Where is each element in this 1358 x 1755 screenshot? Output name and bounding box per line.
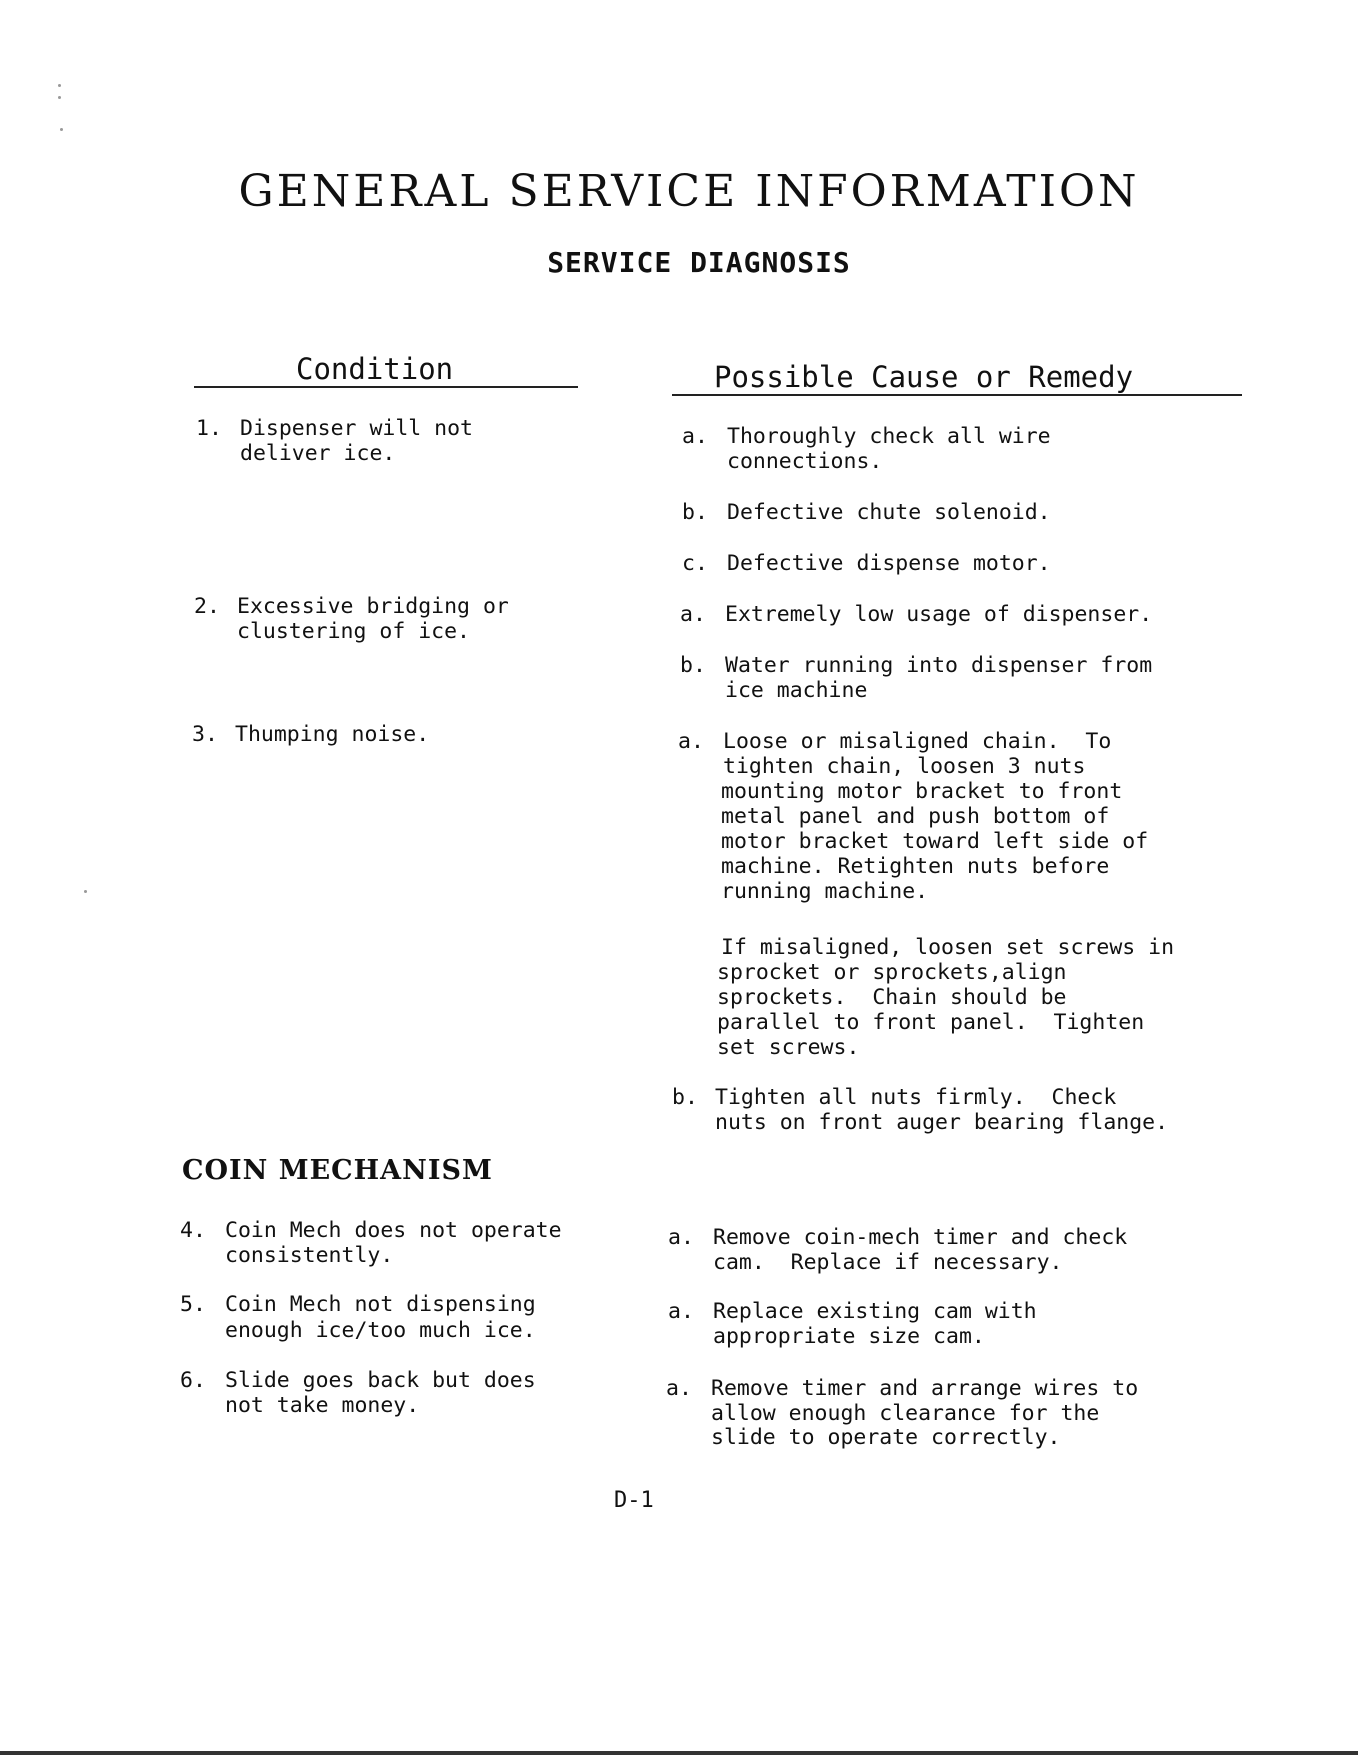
condition-line: enough ice/too much ice. bbox=[225, 1318, 536, 1343]
remedy-letter: b. bbox=[680, 653, 706, 678]
condition-line: consistently. bbox=[225, 1243, 394, 1268]
remedy-line: parallel to front panel. Tighten bbox=[717, 1010, 1145, 1035]
remedy-letter: a. bbox=[678, 729, 704, 754]
remedy-line: If misaligned, loosen set screws in bbox=[721, 935, 1175, 960]
scan-speck bbox=[58, 96, 61, 99]
section-heading-coin-mechanism: COIN MECHANISM bbox=[182, 1155, 493, 1186]
remedy-line: motor bracket toward left side of bbox=[721, 829, 1149, 854]
remedy-line: Defective chute solenoid. bbox=[727, 500, 1051, 525]
remedy-line: sprockets. Chain should be bbox=[717, 985, 1067, 1010]
remedy-line: allow enough clearance for the bbox=[711, 1401, 1100, 1426]
remedy-letter: a. bbox=[668, 1299, 694, 1324]
scan-speck bbox=[58, 84, 61, 87]
condition-line: clustering of ice. bbox=[237, 619, 470, 644]
condition-line: Slide goes back but does bbox=[225, 1368, 536, 1393]
page-subtitle: SERVICE DIAGNOSIS bbox=[547, 246, 851, 279]
remedy-line: appropriate size cam. bbox=[713, 1324, 985, 1349]
remedy-line: set screws. bbox=[717, 1035, 860, 1060]
scan-speck bbox=[84, 890, 87, 893]
remedy-column-header: Possible Cause or Remedy bbox=[714, 360, 1134, 394]
remedy-line: machine. Retighten nuts before bbox=[721, 854, 1110, 879]
remedy-line: cam. Replace if necessary. bbox=[713, 1250, 1063, 1275]
remedy-line: slide to operate correctly. bbox=[711, 1425, 1061, 1450]
remedy-line: Loose or misaligned chain. To bbox=[723, 729, 1112, 754]
remedy-line: Remove timer and arrange wires to bbox=[711, 1376, 1139, 1401]
remedy-line: Tighten all nuts firmly. Check bbox=[715, 1085, 1117, 1110]
item-number: 6. bbox=[180, 1368, 206, 1393]
remedy-header-rule bbox=[672, 394, 1242, 396]
remedy-line: Defective dispense motor. bbox=[727, 551, 1051, 576]
remedy-line: Replace existing cam with bbox=[713, 1299, 1037, 1324]
remedy-line: connections. bbox=[727, 449, 883, 474]
remedy-line: Thoroughly check all wire bbox=[727, 424, 1051, 449]
remedy-line: sprocket or sprockets,align bbox=[717, 960, 1067, 985]
condition-line: Excessive bridging or bbox=[237, 594, 509, 619]
item-number: 5. bbox=[180, 1292, 206, 1317]
remedy-letter: b. bbox=[682, 500, 708, 525]
remedy-line: tighten chain, loosen 3 nuts bbox=[723, 754, 1086, 779]
page-title: GENERAL SERVICE INFORMATION bbox=[238, 166, 1140, 217]
remedy-letter: c. bbox=[682, 551, 708, 576]
condition-line: Thumping noise. bbox=[235, 722, 430, 747]
condition-line: Coin Mech does not operate bbox=[225, 1218, 562, 1243]
condition-line: deliver ice. bbox=[240, 441, 396, 466]
remedy-letter: a. bbox=[680, 602, 706, 627]
remedy-line: running machine. bbox=[721, 879, 929, 904]
remedy-letter: a. bbox=[666, 1376, 692, 1401]
condition-line: Coin Mech not dispensing bbox=[225, 1292, 536, 1317]
remedy-line: Water running into dispenser from bbox=[725, 653, 1153, 678]
item-number: 3. bbox=[192, 722, 218, 747]
scan-speck bbox=[60, 128, 63, 131]
item-number: 1. bbox=[196, 416, 222, 441]
remedy-line: metal panel and push bottom of bbox=[721, 804, 1110, 829]
remedy-line: Extremely low usage of dispenser. bbox=[725, 602, 1153, 627]
remedy-letter: a. bbox=[668, 1225, 694, 1250]
page-number: D-1 bbox=[614, 1488, 654, 1513]
scan-bottom-edge bbox=[0, 1751, 1358, 1755]
item-number: 2. bbox=[194, 594, 220, 619]
remedy-line: nuts on front auger bearing flange. bbox=[715, 1110, 1169, 1135]
item-number: 4. bbox=[180, 1218, 206, 1243]
condition-column-header: Condition bbox=[296, 352, 454, 386]
remedy-line: ice machine bbox=[725, 678, 868, 703]
condition-line: Dispenser will not bbox=[240, 416, 473, 441]
condition-header-rule bbox=[194, 386, 578, 388]
condition-line: not take money. bbox=[225, 1393, 420, 1418]
remedy-letter: a. bbox=[682, 424, 708, 449]
remedy-line: Remove coin-mech timer and check bbox=[713, 1225, 1128, 1250]
remedy-letter: b. bbox=[672, 1085, 698, 1110]
remedy-line: mounting motor bracket to front bbox=[721, 779, 1123, 804]
